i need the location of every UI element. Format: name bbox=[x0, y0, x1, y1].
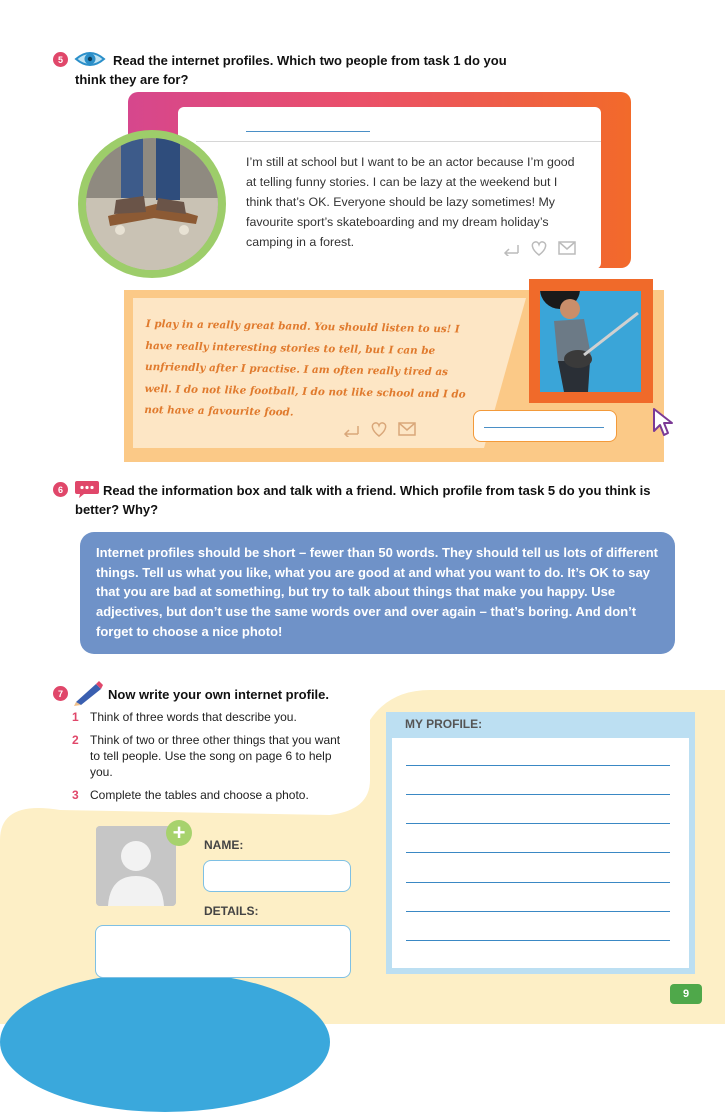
profile-1-text: I’m still at school but I want to be an actor because I’m good at telling funny stories. I can be lazy at the weekend but I think that’s OK. Everyone should be lazy sometimes! My favourite sport’s skateboarding and my dream holiday’s camping in a forest. bbox=[246, 155, 575, 249]
avatar-icon bbox=[96, 826, 176, 906]
details-field[interactable] bbox=[95, 925, 351, 978]
cursor-arrow-icon bbox=[652, 407, 674, 437]
my-profile-line-3[interactable] bbox=[406, 823, 670, 824]
my-profile-writing-area[interactable] bbox=[392, 738, 689, 968]
task-7-instruction: Now write your own internet profile. bbox=[108, 687, 330, 702]
step-3: 3 Complete the tables and choose a photo. bbox=[72, 788, 309, 802]
heart-icon[interactable] bbox=[370, 421, 388, 437]
add-photo-icon[interactable]: + bbox=[166, 820, 192, 846]
heart-icon[interactable] bbox=[530, 240, 548, 256]
profile-1-photo bbox=[86, 138, 218, 270]
task-5-instruction: Read the internet profiles. Which two people from task 1 do you think they are for? bbox=[75, 53, 507, 87]
name-field[interactable] bbox=[203, 860, 351, 892]
my-profile-title: MY PROFILE: bbox=[405, 717, 483, 731]
pencil-icon bbox=[72, 680, 104, 706]
task-5-number: 5 bbox=[53, 52, 68, 67]
mail-icon[interactable] bbox=[398, 422, 416, 436]
profile-2-photo bbox=[540, 291, 641, 392]
profile-1-actions bbox=[500, 240, 576, 256]
name-label: NAME: bbox=[204, 838, 244, 852]
my-profile-line-7[interactable] bbox=[406, 940, 670, 941]
task-6-number: 6 bbox=[53, 482, 68, 497]
my-profile-line-4[interactable] bbox=[406, 852, 670, 853]
mail-icon[interactable] bbox=[558, 241, 576, 255]
task-6-instruction: Read the information box and talk with a friend. Which profile from task 5 do you think is better? Why? bbox=[75, 483, 651, 517]
my-profile-line-5[interactable] bbox=[406, 882, 670, 883]
information-box-text: Internet profiles should be short – fewer than 50 words. They should tell us lots of different things. Tell us what you like, what you are good at and what you want to do. It’s OK to say that you are bad at something, but try to talk about things that make you happy. Use adjectives, but don’t use the same words over and over again – that’s boring. And don’t forget to choose a nice photo! bbox=[96, 545, 658, 639]
step-1: 1 Think of three words that describe you. bbox=[72, 710, 297, 724]
reply-icon[interactable] bbox=[500, 240, 520, 256]
task-7-number: 7 bbox=[53, 686, 68, 701]
profile-1-answer-line[interactable] bbox=[246, 131, 370, 132]
profile-1-divider bbox=[196, 141, 601, 142]
profile-2-text: I play in a really great band. You should listen to us! I have really interesting stories to tell, but I can be unfriendly after I practise. I am often really tired as well. I do not like football, I do not like school and I do not have a favourite food. bbox=[144, 317, 466, 419]
my-profile-line-2[interactable] bbox=[406, 794, 670, 795]
my-profile-card bbox=[386, 712, 695, 974]
page-number: 9 bbox=[670, 984, 702, 1004]
task-7-steps bbox=[72, 709, 372, 810]
details-label: DETAILS: bbox=[204, 904, 259, 918]
step-2: 2 Think of two or three other things that you want to tell people. Use the song on page 6 to help you. bbox=[72, 733, 341, 779]
profile-2-answer-box[interactable] bbox=[473, 410, 617, 442]
reply-icon[interactable] bbox=[340, 421, 360, 437]
decorative-blue-shape bbox=[0, 972, 330, 1112]
photo-placeholder[interactable] bbox=[96, 826, 176, 906]
profile-2-actions bbox=[340, 421, 416, 437]
my-profile-line-1[interactable] bbox=[406, 765, 670, 766]
my-profile-line-6[interactable] bbox=[406, 911, 670, 912]
